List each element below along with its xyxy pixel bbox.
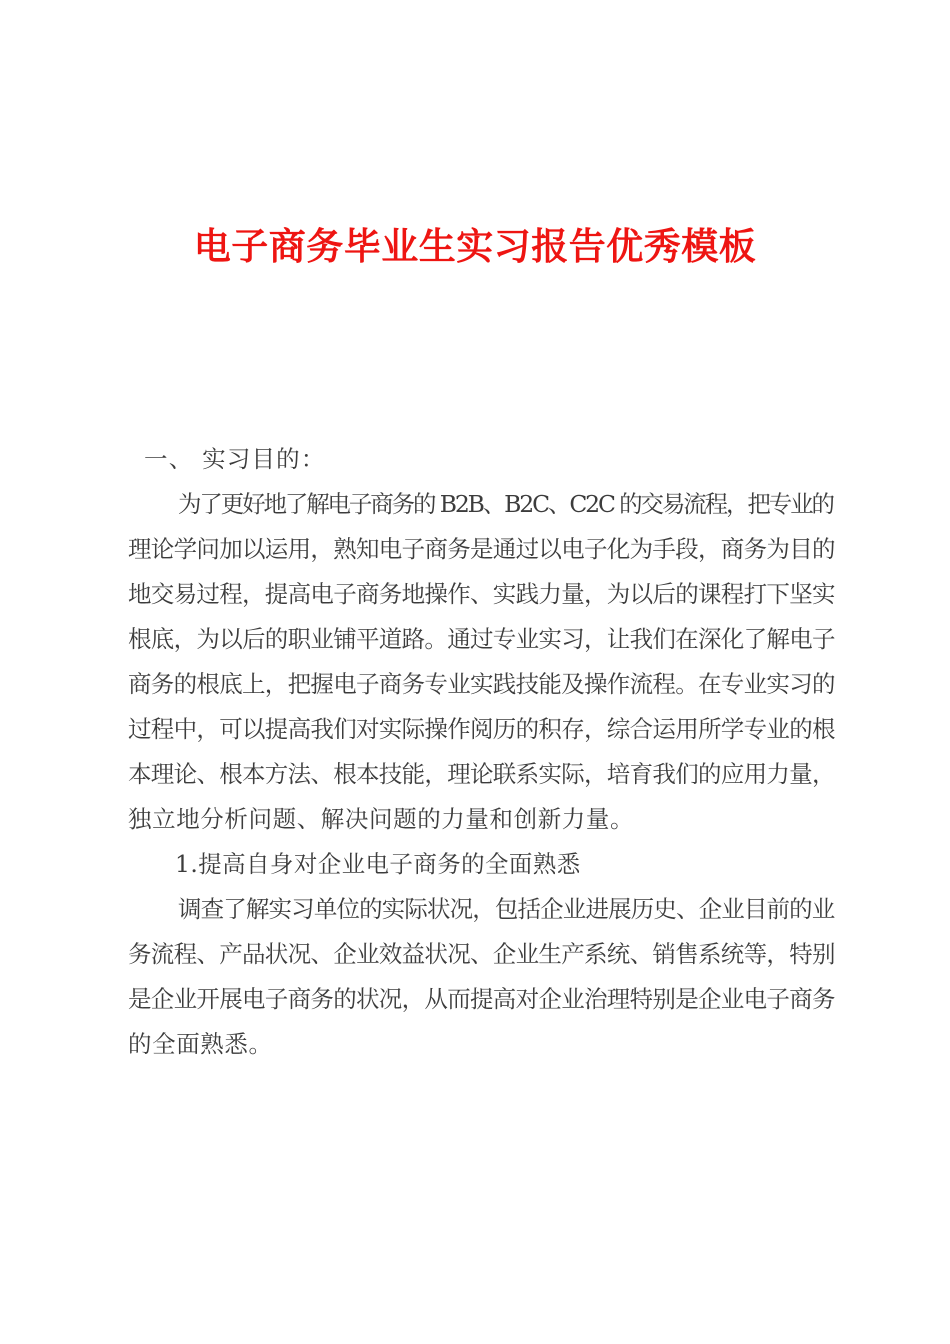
section-heading-1: 一、 实习目的：	[144, 445, 326, 473]
paragraph-2-line-1: 调查了解实习单位的实际状况，包括企业进展历史、企业目前的业	[178, 895, 835, 923]
paragraph-1-line-6: 过程中，可以提高我们对实际操作阅历的积存，综合运用所学专业的根	[128, 715, 835, 743]
sub-heading-1: 1.提高自身对企业电子商务的全面熟悉	[175, 850, 581, 878]
paragraph-1-line-1: 为了更好地了解电子商务的 B2B、B2C、C2C 的交易流程，把专业的	[178, 490, 833, 518]
paragraph-1-line-8: 独立地分析问题、解决问题的力量和创新力量。	[128, 805, 635, 833]
paragraph-2-line-3: 是企业开展电子商务的状况，从而提高对企业治理特别是企业电子商务	[128, 985, 835, 1013]
paragraph-1-line-3: 地交易过程，提高电子商务地操作、实践力量，为以后的课程打下坚实	[128, 580, 835, 608]
paragraph-2-line-2: 务流程、产品状况、企业效益状况、企业生产系统、销售系统等，特别	[128, 940, 835, 968]
paragraph-1-line-4: 根底，为以后的职业铺平道路。通过专业实习，让我们在深化了解电子	[128, 625, 835, 653]
document-body	[128, 437, 836, 1067]
paragraph-1-line-5: 商务的根底上，把握电子商务专业实践技能及操作流程。在专业实习的	[128, 670, 835, 698]
paragraph-1-line-7: 本理论、根本方法、根本技能，理论联系实际，培育我们的应用力量，	[128, 760, 835, 788]
paragraph-2-line-4: 的全面熟悉。	[128, 1030, 273, 1058]
document-title: 电子商务毕业生实习报告优秀模板	[193, 223, 757, 268]
paragraph-1-line-2: 理论学问加以运用，熟知电子商务是通过以电子化为手段，商务为目的	[128, 535, 835, 563]
